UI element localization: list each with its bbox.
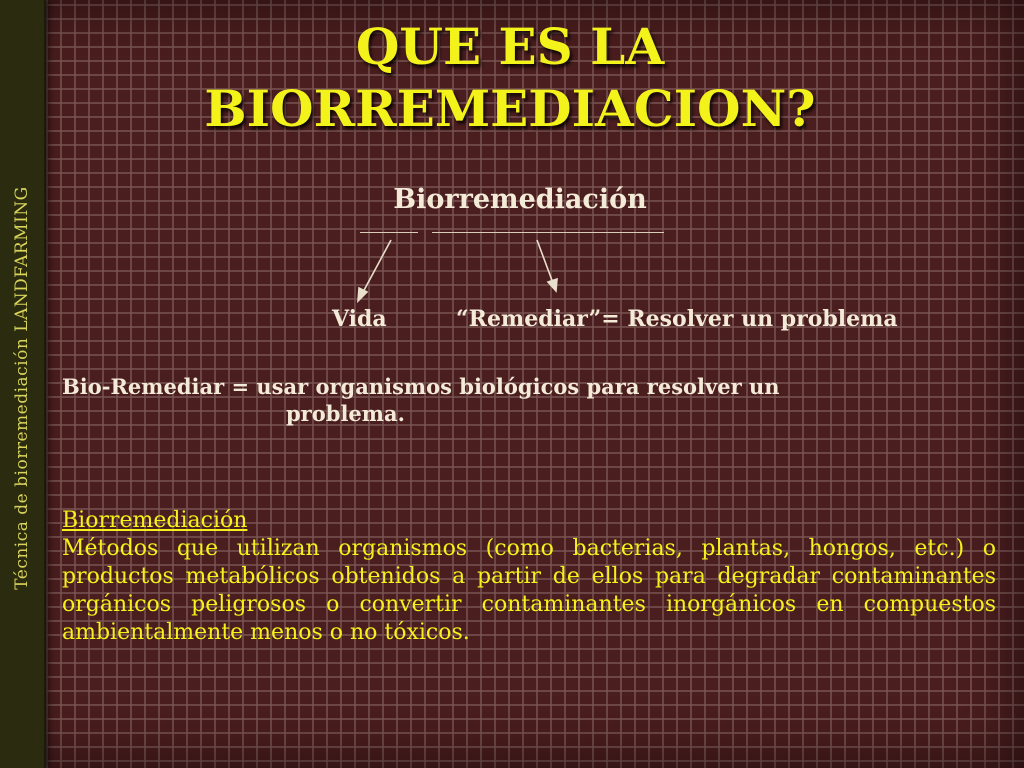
subtitle: Biorremediación (393, 184, 647, 215)
definition-line-2: problema. (286, 401, 405, 426)
etymology-vida: Vida (332, 306, 387, 332)
title-line-1: QUE ES LA (355, 17, 665, 76)
sidebar (0, 0, 46, 768)
etymology-remediar: “Remediar”= Resolver un problema (456, 306, 898, 332)
definition-text (62, 373, 962, 427)
definition-line-1: Bio-Remediar = usar organismos biológicos para resolver un (62, 374, 780, 399)
arrow-to-remediar-icon (537, 240, 557, 291)
box-body: Métodos que utilizan organismos (como bacterias, plantas, hongos, etc.) o productos metabólicos obtenidos a partir de ellos para degradar contaminantes orgánicos peligrosos o convertir contaminantes inorgánicos en compuestos ambientalmente menos o no tóxicos. (62, 536, 996, 645)
arrow-to-vida-icon (358, 240, 391, 301)
sidebar-label: Técnica de biorremediación LANDFARMING (12, 186, 32, 590)
box-heading: Biorremediación (62, 508, 248, 533)
definition-box (62, 507, 996, 647)
title-line-2: BIORREMEDIACION? (204, 79, 816, 138)
